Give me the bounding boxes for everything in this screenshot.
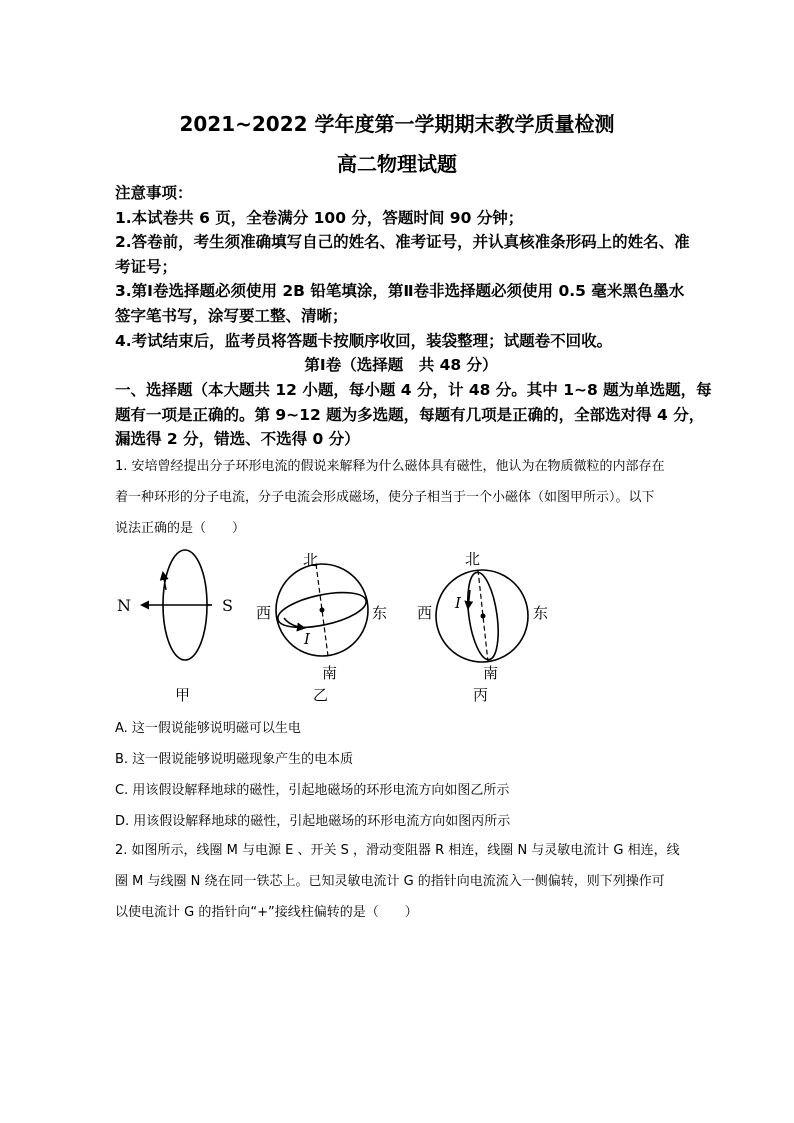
- stem-line: 以使电流计 G 的指针向“+”接线柱偏转的是（ ）: [115, 905, 418, 920]
- north-label: 北: [303, 551, 319, 569]
- east-label: 东: [533, 604, 549, 622]
- question-2-stem: [115, 835, 715, 928]
- notes-line: 考证号；: [115, 257, 178, 276]
- notes-line: 签字笔书写，涂写要工整、清晰；: [115, 306, 348, 325]
- figure-caption: 乙: [313, 686, 329, 704]
- south-label: 南: [483, 664, 499, 682]
- south-label: 南: [322, 664, 338, 682]
- question-1-figure: [0, 540, 794, 715]
- option-d: D. 用该假设解释地球的磁性，引起地磁场的环形电流方向如图丙所示: [115, 814, 511, 829]
- notes-block: [115, 181, 715, 353]
- pole-s-label: S: [222, 596, 233, 615]
- west-label: 西: [256, 604, 272, 622]
- section-line: 题有一项是正确的。第 9~12 题为多选题，每题有几项是正确的，全部选对得 4 分，: [115, 405, 705, 424]
- part1-heading: 第Ⅰ卷（选择题 共 48 分）: [304, 356, 498, 374]
- north-label: 北: [465, 550, 481, 568]
- option-c: C. 用该假设解释地球的磁性，引起地磁场的环形电流方向如图乙所示: [115, 783, 510, 798]
- notes-line: 2.答卷前，考生须准确填写自己的姓名、准考证号，并认真核准条形码上的姓名、准: [115, 233, 690, 252]
- stem-line: 1. 安培曾经提出分子环形电流的假说来解释为什么磁体具有磁性，他认为在物质微粒的内部存在: [115, 459, 665, 474]
- section-line: 一、选择题（本大题共 12 小题，每小题 4 分，计 48 分。其中 1~8 题为单选题，每: [115, 381, 712, 399]
- notes-line: 3.第Ⅰ卷选择题必须使用 2B 铅笔填涂，第Ⅱ卷非选择题必须使用 0.5 毫米黑色墨水: [115, 282, 685, 301]
- stem-line: 说法正确的是（ ）: [115, 521, 246, 536]
- figure-bing: [417, 550, 548, 704]
- current-label: I: [304, 630, 310, 648]
- section-instructions: [115, 378, 712, 452]
- notes-line: 4.考试结束后，监考员将答题卡按顺序收回，装袋整理；试题卷不回收。: [115, 331, 613, 350]
- exam-title: 2021~2022 学年度第一学期期末教学质量检测: [179, 112, 615, 136]
- exam-subtitle: 高二物理试题: [337, 152, 457, 176]
- figure-caption: 甲: [175, 686, 191, 704]
- option-a: A. 这一假说能够说明磁可以生电: [115, 721, 301, 736]
- east-label: 东: [372, 604, 388, 622]
- section-line: 漏选得 2 分，错选、不选得 0 分）: [115, 430, 360, 449]
- figure-caption: 丙: [473, 686, 489, 704]
- notes-line: 1.本试卷共 6 页，全卷满分 100 分，答题时间 90 分钟；: [115, 208, 524, 227]
- figure-jia: [117, 550, 233, 704]
- west-label: 西: [417, 604, 433, 622]
- figure-yi: [256, 551, 387, 704]
- stem-line: 圈 M 与线圈 N 绕在同一铁芯上。已知灵敏电流计 G 的指针向电流流入一侧偏转，则下列操作可: [115, 874, 665, 889]
- current-label: I: [455, 594, 461, 612]
- stem-line: 2. 如图所示，线圈 M 与电源 E 、开关 S ，滑动变阻器 R 相连，线圈 N 与灵敏电流计 G 相连，线: [115, 843, 680, 858]
- notes-heading: 注意事项：: [115, 184, 193, 202]
- pole-n-label: N: [117, 596, 131, 615]
- question-1-stem: [115, 451, 715, 544]
- stem-line: 着一种环形的分子电流，分子电流会形成磁场，使分子相当于一个小磁体（如图甲所示）。以下: [115, 490, 655, 505]
- option-b: B. 这一假说能够说明磁现象产生的电本质: [115, 752, 354, 767]
